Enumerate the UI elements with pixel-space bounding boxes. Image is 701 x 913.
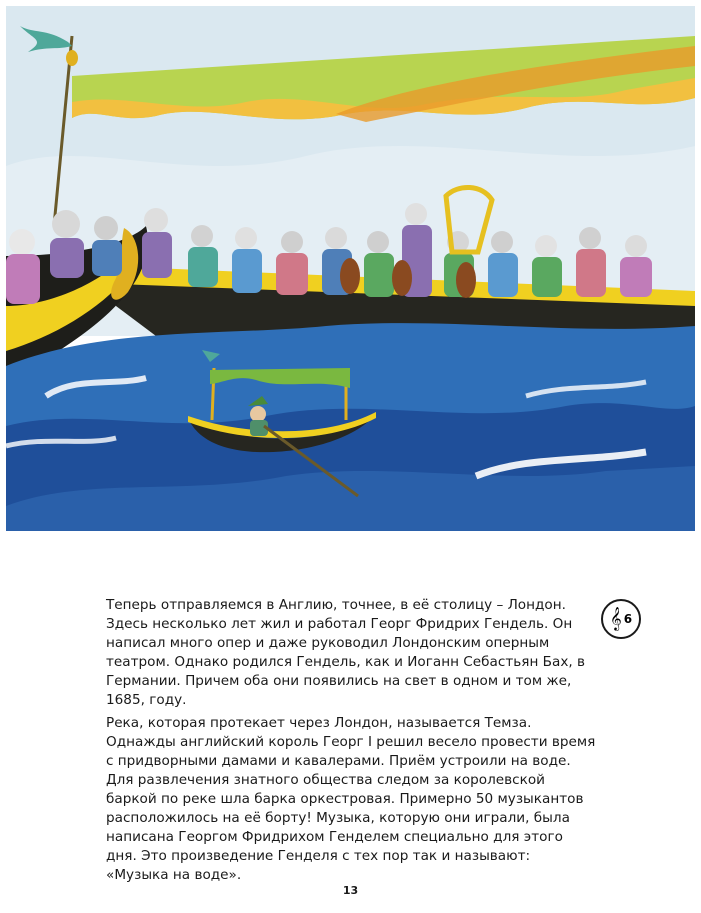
- page-number: 13: [342, 884, 359, 897]
- track-number: 6: [623, 612, 633, 626]
- paragraph-london: Теперь отправляемся в Англию, точнее, в её столицу – Лондон. Здесь несколько лет жил и работал Георг Фридрих Гендель. Он написал много опер и даже руководил Лондонским оперным театром. Однако родился Гендель, как и Иоганн Себастьян Бах, в Германии. Причем оба они появились на свет в одном и том же, 1685, году.: [106, 597, 586, 708]
- thames-barge-illustration: [6, 6, 695, 531]
- story-text: [106, 596, 596, 889]
- treble-clef-icon: 𝄞: [609, 606, 622, 630]
- audio-track-badge: [601, 599, 641, 639]
- paragraph-water-music: Река, которая протекает через Лондон, называется Темза. Однажды английский король Георг I решил весело провести время с придворными дамами и кавалерами. Приём устроили на воде. Для развлечения знатного общества следом за королевской баркой по реке шла барка оркестровая. Примерно 50 музыкантов расположилось на её борту! Музыка, которую они играли, была написана Георгом Фридрихом Генделем специально для этого дня. Это произведение Генделя с тех пор так и называют: «Музыка на воде».: [106, 715, 596, 883]
